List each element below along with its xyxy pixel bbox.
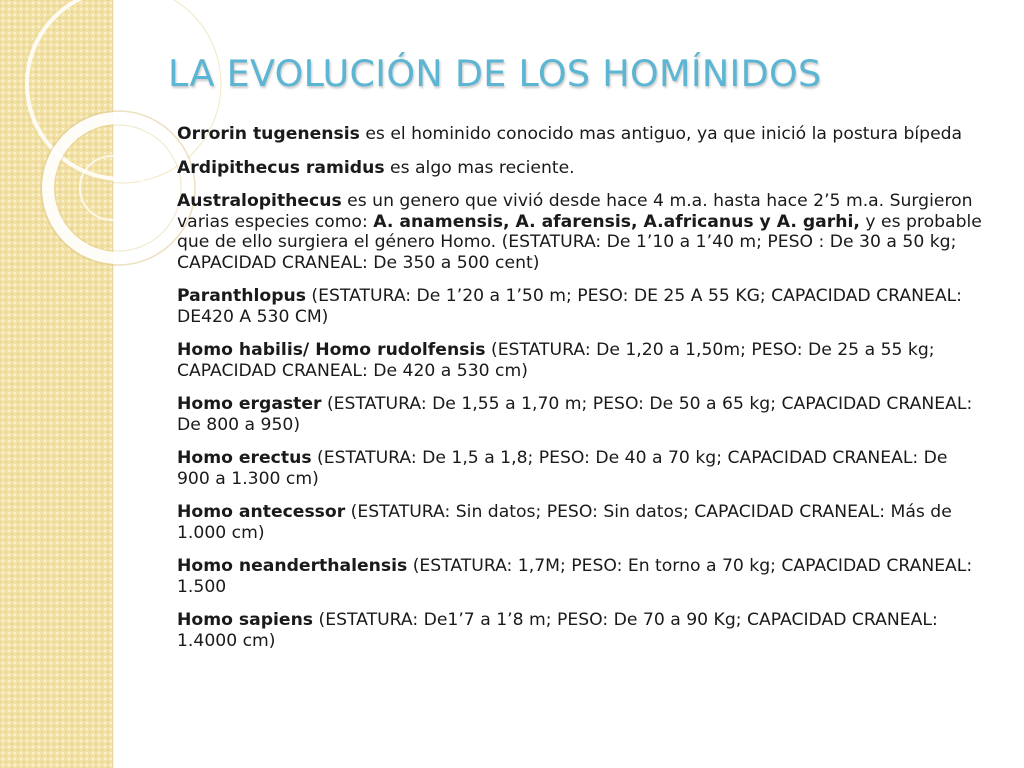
species-description-cont: y es probable que de ello surgiera el género Homo. (ESTATURA: De 1’10 a 1’40 m; PESO : De 30 a 50 kg; CAPACIDAD CRANEAL: De 350 a 500 cent) [177, 211, 982, 273]
species-name: Homo neanderthalensis [177, 556, 408, 576]
side-band-edge [112, 0, 114, 768]
decorative-side-band [0, 0, 112, 768]
paragraph-ardipithecus [177, 158, 983, 179]
species-description: es el hominido conocido mas antiguo, ya que inició la postura bípeda [359, 124, 963, 144]
hominid-list [177, 124, 983, 664]
species-description: (ESTATURA: Sin datos; PESO: Sin datos; CAPACIDAD CRANEAL: Más de 1.000 cm) [177, 502, 952, 543]
species-description: (ESTATURA: De 1,20 a 1,50m; PESO: De 25 a 55 kg; CAPACIDAD CRANEAL: De 420 a 530 cm) [177, 340, 935, 381]
species-name: Homo ergaster [177, 394, 322, 414]
paragraph-homo-sapiens [177, 610, 983, 651]
species-description: es algo mas reciente. [384, 157, 575, 178]
species-description: es un genero que vivió desde hace 4 m.a. hasta hace 2’5 m.a. Surgieron varias especies como: [177, 191, 973, 232]
paragraph-homo-neanderthalensis [177, 556, 983, 597]
species-name: Australopithecus [177, 191, 342, 211]
species-name: Homo antecessor [177, 502, 346, 522]
species-description: (ESTATURA: De1’7 a 1’8 m; PESO: De 70 a 90 Kg; CAPACIDAD CRANEAL: 1.4000 cm) [177, 610, 938, 651]
paragraph-homo-ergaster [177, 394, 983, 435]
paragraph-orrorin [177, 124, 983, 145]
species-description: (ESTATURA: De 1,55 a 1,70 m; PESO: De 50 a 65 kg; CAPACIDAD CRANEAL: De 800 a 950) [177, 394, 973, 435]
slide-title: LA EVOLUCIÓN DE LOS HOMÍNIDOS [168, 52, 822, 95]
paragraph-homo-erectus [177, 448, 983, 489]
species-name: Paranthlopus [177, 286, 306, 306]
species-description: (ESTATURA: De 1,5 a 1,8; PESO: De 40 a 70 kg; CAPACIDAD CRANEAL: De 900 a 1.300 cm) [177, 448, 948, 489]
paragraph-homo-habilis [177, 340, 983, 381]
species-subtypes: A. anamensis, A. afarensis, A.africanus y A. garhi, [373, 211, 860, 232]
paragraph-paranthlopus [177, 286, 983, 327]
paragraph-homo-antecessor [177, 502, 983, 543]
species-name: Ardipithecus ramidus [177, 157, 385, 178]
paragraph-australopithecus [177, 191, 983, 273]
species-name: Homo erectus [177, 448, 312, 468]
species-description: (ESTATURA: De 1’20 a 1’50 m; PESO: DE 25 A 55 KG; CAPACIDAD CRANEAL: DE420 A 530 CM) [177, 286, 962, 327]
species-description: (ESTATURA: 1,7M; PESO: En torno a 70 kg; CAPACIDAD CRANEAL: 1.500 [177, 556, 973, 597]
species-name: Homo habilis/ Homo rudolfensis [177, 340, 486, 360]
species-name: Homo sapiens [177, 610, 314, 630]
species-name: Orrorin tugenensis [177, 124, 360, 144]
